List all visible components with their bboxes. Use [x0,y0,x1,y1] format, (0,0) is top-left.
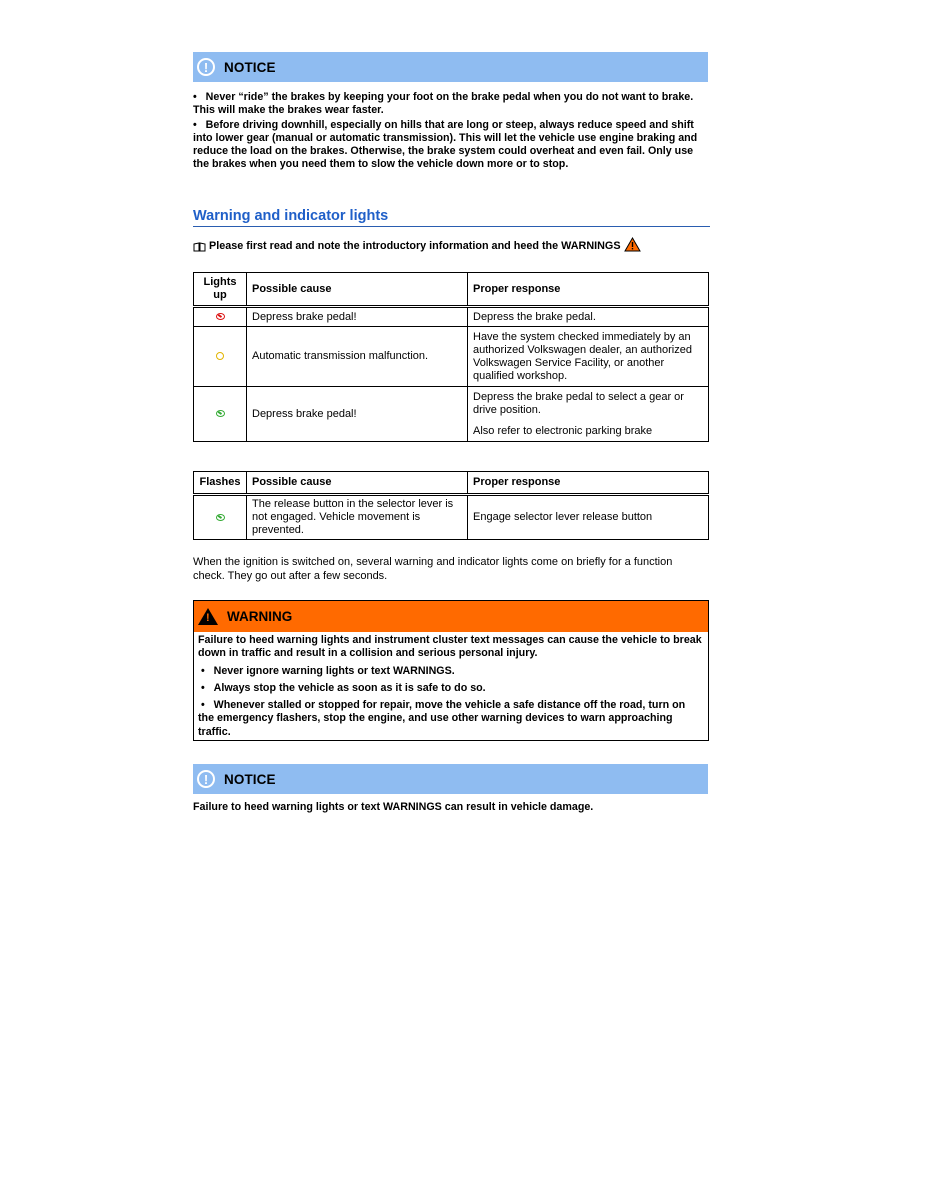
response-cell: Depress the brake pedal. [468,307,709,327]
warning-label: WARNING [227,609,293,624]
col-header-response: Proper response [468,472,709,495]
transmission-yellow-lamp-icon [216,352,224,360]
notice-icon: ! [197,770,215,788]
col-header-lights: Lights up [194,273,247,307]
book-icon [193,242,206,252]
col-header-flashes: Flashes [194,472,247,495]
bullet-dot-icon: • [198,699,214,712]
notice-label: NOTICE [224,771,276,787]
lamp-cell [194,327,247,387]
cause-cell: Depress brake pedal! [247,307,468,327]
lamp-cell [194,307,247,327]
section-title: Warning and indicator lights [193,208,389,224]
warning-bullet-text: Always stop the vehicle as soon as it is safe to do so. [213,681,486,694]
notice-header [193,52,708,82]
warning-bullet [198,682,704,695]
response-text: Depress the brake pedal to select a gear or drive position. [473,390,684,416]
table-row [194,387,709,442]
cause-cell: The release button in the selector lever is not engaged. Vehicle movement is prevented. [247,495,468,540]
notice-bullet [193,119,708,172]
response-cell [468,387,709,442]
warning-bullet [198,665,704,678]
notice-bullet-text: Never “ride” the brakes by keeping your foot on the brake pedal when you do not want to brake. This will make the brakes wear faster. [193,91,694,117]
table-row [194,307,709,327]
ignition-paragraph: When the ignition is switched on, several warning and indicator lights come on briefly for a function check. They go out after a few seconds. [193,556,673,582]
warning-body [194,632,708,739]
notice-body [193,91,708,172]
lights-table [193,272,709,442]
bullet-dot-icon: • [193,91,206,103]
table-row [194,495,709,540]
warning-triangle-icon: ! [198,608,218,625]
bullet-dot-icon: • [198,664,214,677]
col-header-cause: Possible cause [247,273,468,307]
cause-cell: Depress brake pedal! [247,387,468,442]
cause-cell: Automatic transmission malfunction. [247,327,468,387]
notice-icon: ! [197,58,215,76]
warning-header [194,601,708,632]
response-text-note: Also refer to electronic parking brake [473,424,653,437]
notice-bullet [193,91,708,118]
section-rule [193,226,710,227]
col-header-cause: Possible cause [247,472,468,495]
notice-label: NOTICE [224,59,276,75]
notice-bullet-text: Before driving downhill, especially on hills that are long or steep, always reduce speed and shift into lower gear (manual or automatic transmission). This will let the vehicle use engine braking and reduce the load on the brakes. Otherwise, the brake system could overheat and even fail. Only use the brakes when you need them to slow the vehicle down more or to stop. [193,118,698,171]
warning-bullet-text: Never ignore warning lights or text WARNINGS. [213,664,455,677]
brake-green-lamp-icon [216,514,225,521]
flashes-table [193,471,709,540]
table-row [194,327,709,387]
notice-header [193,764,708,794]
bullet-dot-icon: • [193,118,206,131]
col-header-response: Proper response [468,273,709,307]
warning-triangle-icon [624,237,641,252]
brake-red-lamp-icon [216,313,225,320]
notice-text: Failure to heed warning lights or text WARNINGS can result in vehicle damage. [193,801,594,813]
response-cell: Engage selector lever release button [468,495,709,540]
intro-line [193,240,713,253]
response-cell: Have the system checked immediately by an authorized Volkswagen dealer, an authorized Volkswagen Service Facility, or another qualified workshop. [468,327,709,387]
warning-bullet-text: Whenever stalled or stopped for repair, move the vehicle a safe distance off the road, turn on the emergency flashers, stop the engine, and use other warning devices to warn approaching traffic. [198,699,686,738]
lamp-cell [194,387,247,442]
brake-green-lamp-icon [216,410,225,417]
bullet-dot-icon: • [198,681,214,694]
warning-bullet [198,699,704,739]
warning-lead: Failure to heed warning lights and instrument cluster text messages can cause the vehicle to break down in traffic and result in a collision and serious personal injury. [198,634,702,660]
intro-text: Please first read and note the introductory information and heed the WARNINGS [209,240,621,252]
lamp-cell [194,495,247,540]
warning-box [193,600,709,741]
